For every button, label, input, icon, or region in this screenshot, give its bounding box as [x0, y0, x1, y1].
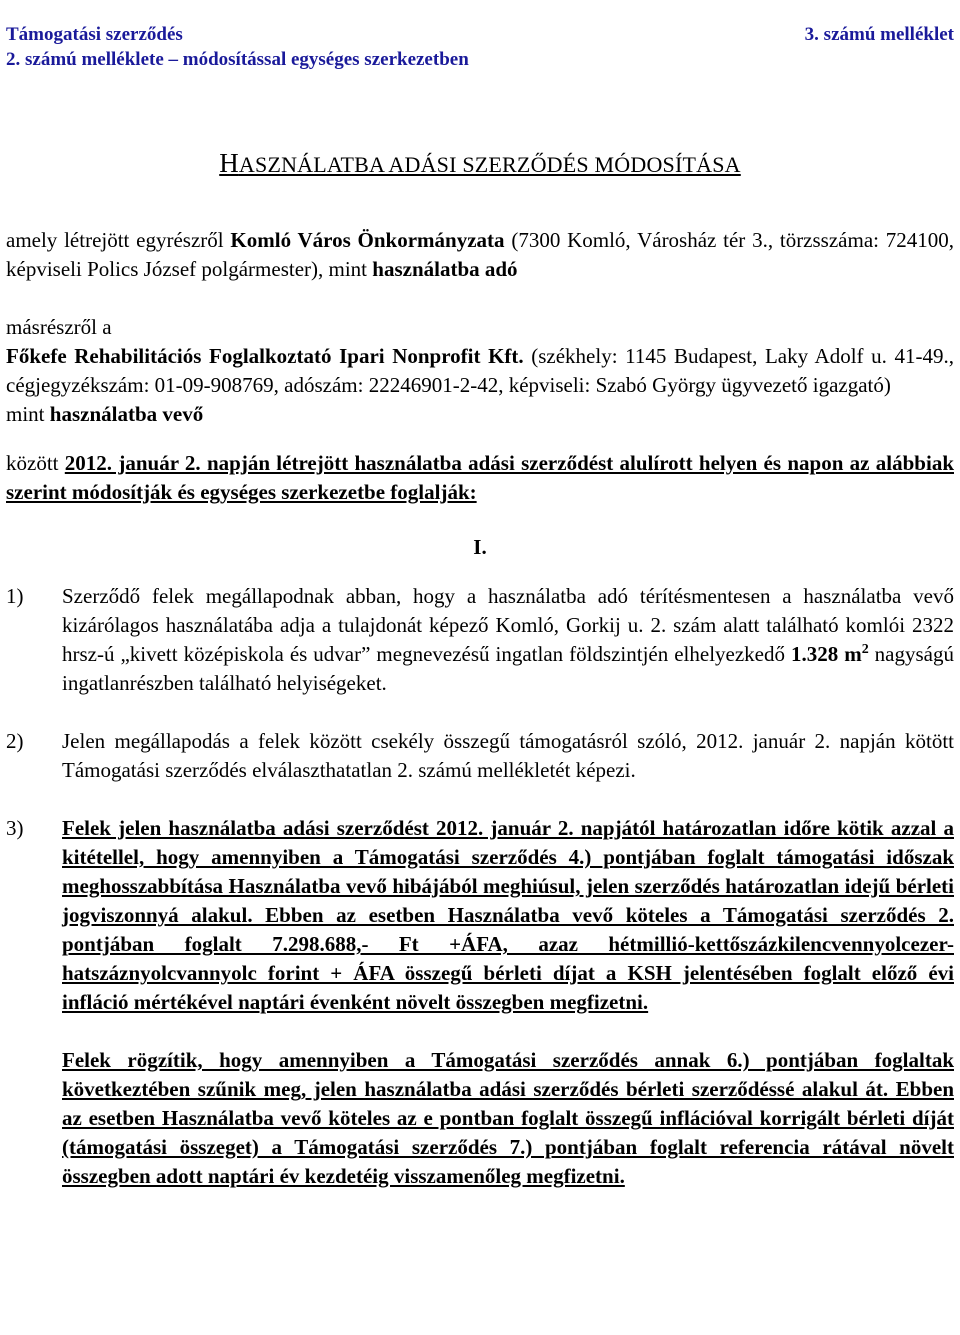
- clause-3: [6, 814, 954, 1191]
- party-one-paragraph: [6, 226, 954, 284]
- document-title: [6, 149, 954, 179]
- clause-1-text-a: Szerződő felek megállapodnak abban, hogy a használatba adó térítésmentesen a használatba vevő kizárólagos használatába adja a tulajdonát képező Komló, Gorkij u. 2. szám alatt található komlói 2322 hrsz-ú „kivett középiskola és udvar” megnevezésű ingatlan földszintjén elhelyezkedő: [62, 584, 954, 666]
- party-two-details: , cégjegyzékszám: 01-09-908769, adószám: 22246901-2-42, képviseli: Szabó György ügyvezető igazgató): [6, 344, 954, 397]
- clause-3-text-a: Felek jelen használatba adási szerződést 2012. január 2. napjától határozatlan időre kötik azzal a kitétellel, hogy amennyiben a Támogatási szerződés 4.) pontjában foglalt támogatási időszak meghosszabbítása Használatba vevő hibájából meghiúsul, jelen szerződés határozatlan idejű bérleti jogviszonnyá alakul. Ebben az esetben Használatba vevő köteles a Támogatási szerződés 2. pontjában foglalt 7.298.688,- Ft +ÁFA, azaz hétmillió-kettőszázkilencvennyolcezer-hatszáznyolcvannyolc forint + ÁFA összegű bérleti díjat a KSH jelentésében foglalt előző évi infláció mértékével naptári évenként növelt összegben megfizetni.: [62, 816, 954, 1014]
- page-header: [6, 22, 954, 72]
- clause-2: [6, 727, 954, 785]
- party-one-text-a: amely létrejött egyrészről: [6, 228, 231, 252]
- clause-text: [62, 582, 954, 698]
- party-two-paragraph: [6, 342, 954, 400]
- clause-text: Jelen megállapodás a felek között csekély összegű támogatásról szóló, 2012. január 2. napján kötött Támogatási szerződés elválaszthatatlan 2. számú mellékletét képezi.: [62, 729, 954, 782]
- party-one-name: Komló Város Önkormányzata: [230, 228, 505, 252]
- header-annex-number: 3. számú melléklet: [804, 24, 954, 45]
- document-page: [6, 22, 954, 1191]
- party-two-role-line: [6, 400, 954, 429]
- party-two-role: használatba vevő: [49, 402, 204, 426]
- clause-1-area-exponent: 2: [861, 642, 869, 657]
- party-two-role-prefix: mint: [6, 402, 50, 426]
- agreement-date-prefix: között: [6, 451, 65, 475]
- clause-number: 3): [6, 816, 24, 840]
- party-two-intro: másrészről a: [6, 315, 112, 339]
- header-annex-subtitle: 2. számú melléklete – módosítással egységes szerkezetben: [6, 49, 469, 70]
- clause-1-area: 1.328 m: [790, 642, 862, 666]
- clause-3-text-b: Felek rögzítik, hogy amennyiben a Támogatási szerződés annak 6.) pontjában foglaltak következtében szűnik meg, jelen használatba adási szerződés bérleti szerződéssé alakul át. Ebben az esetben Használatba vevő köteles az e pontban foglalt összegű inflációval korrigált bérleti díját (támogatási összeget) a Támogatási szerződés 7.) pontjában foglalt referencia rátával növelt összegben adott naptári év kezdetéig visszamenőleg megfizetni.: [62, 1048, 954, 1188]
- party-one-role: használatba adó: [372, 257, 518, 281]
- clause-text: [62, 814, 954, 1191]
- header-left: [6, 22, 469, 72]
- agreement-date-text: 2012. január 2. napján létrejött használatba adási szerződést alulírott helyen és napon az alábbiak szerint módosítják és egységes szerkezetbe foglalják:: [6, 451, 954, 504]
- title-first-letter: H: [219, 148, 239, 178]
- party-one-text-c: (7300 Komló, Városház tér 3., törzsszáma: 724100, képviseli Polics József polgármester), mint: [6, 228, 955, 281]
- header-contract-title: Támogatási szerződés: [6, 24, 183, 45]
- clause-number: 2): [6, 729, 24, 753]
- party-two-address: (székhely: 1145 Budapest, Laky Adolf u. 41-49.: [523, 344, 949, 368]
- clause-1-text-c: nagyságú ingatlanrészben található helyiségeket.: [62, 642, 954, 695]
- section-heading: I.: [473, 535, 487, 559]
- clause-number: 1): [6, 584, 24, 608]
- party-two-name: Főkefe Rehabilitációs Foglalkoztató Ipari Nonprofit Kft.: [6, 344, 524, 368]
- clause-1: [6, 582, 954, 698]
- title-rest: ASZNÁLATBA ADÁSI SZERZŐDÉS MÓDOSÍTÁSA: [238, 152, 741, 177]
- agreement-date-paragraph: [6, 449, 954, 507]
